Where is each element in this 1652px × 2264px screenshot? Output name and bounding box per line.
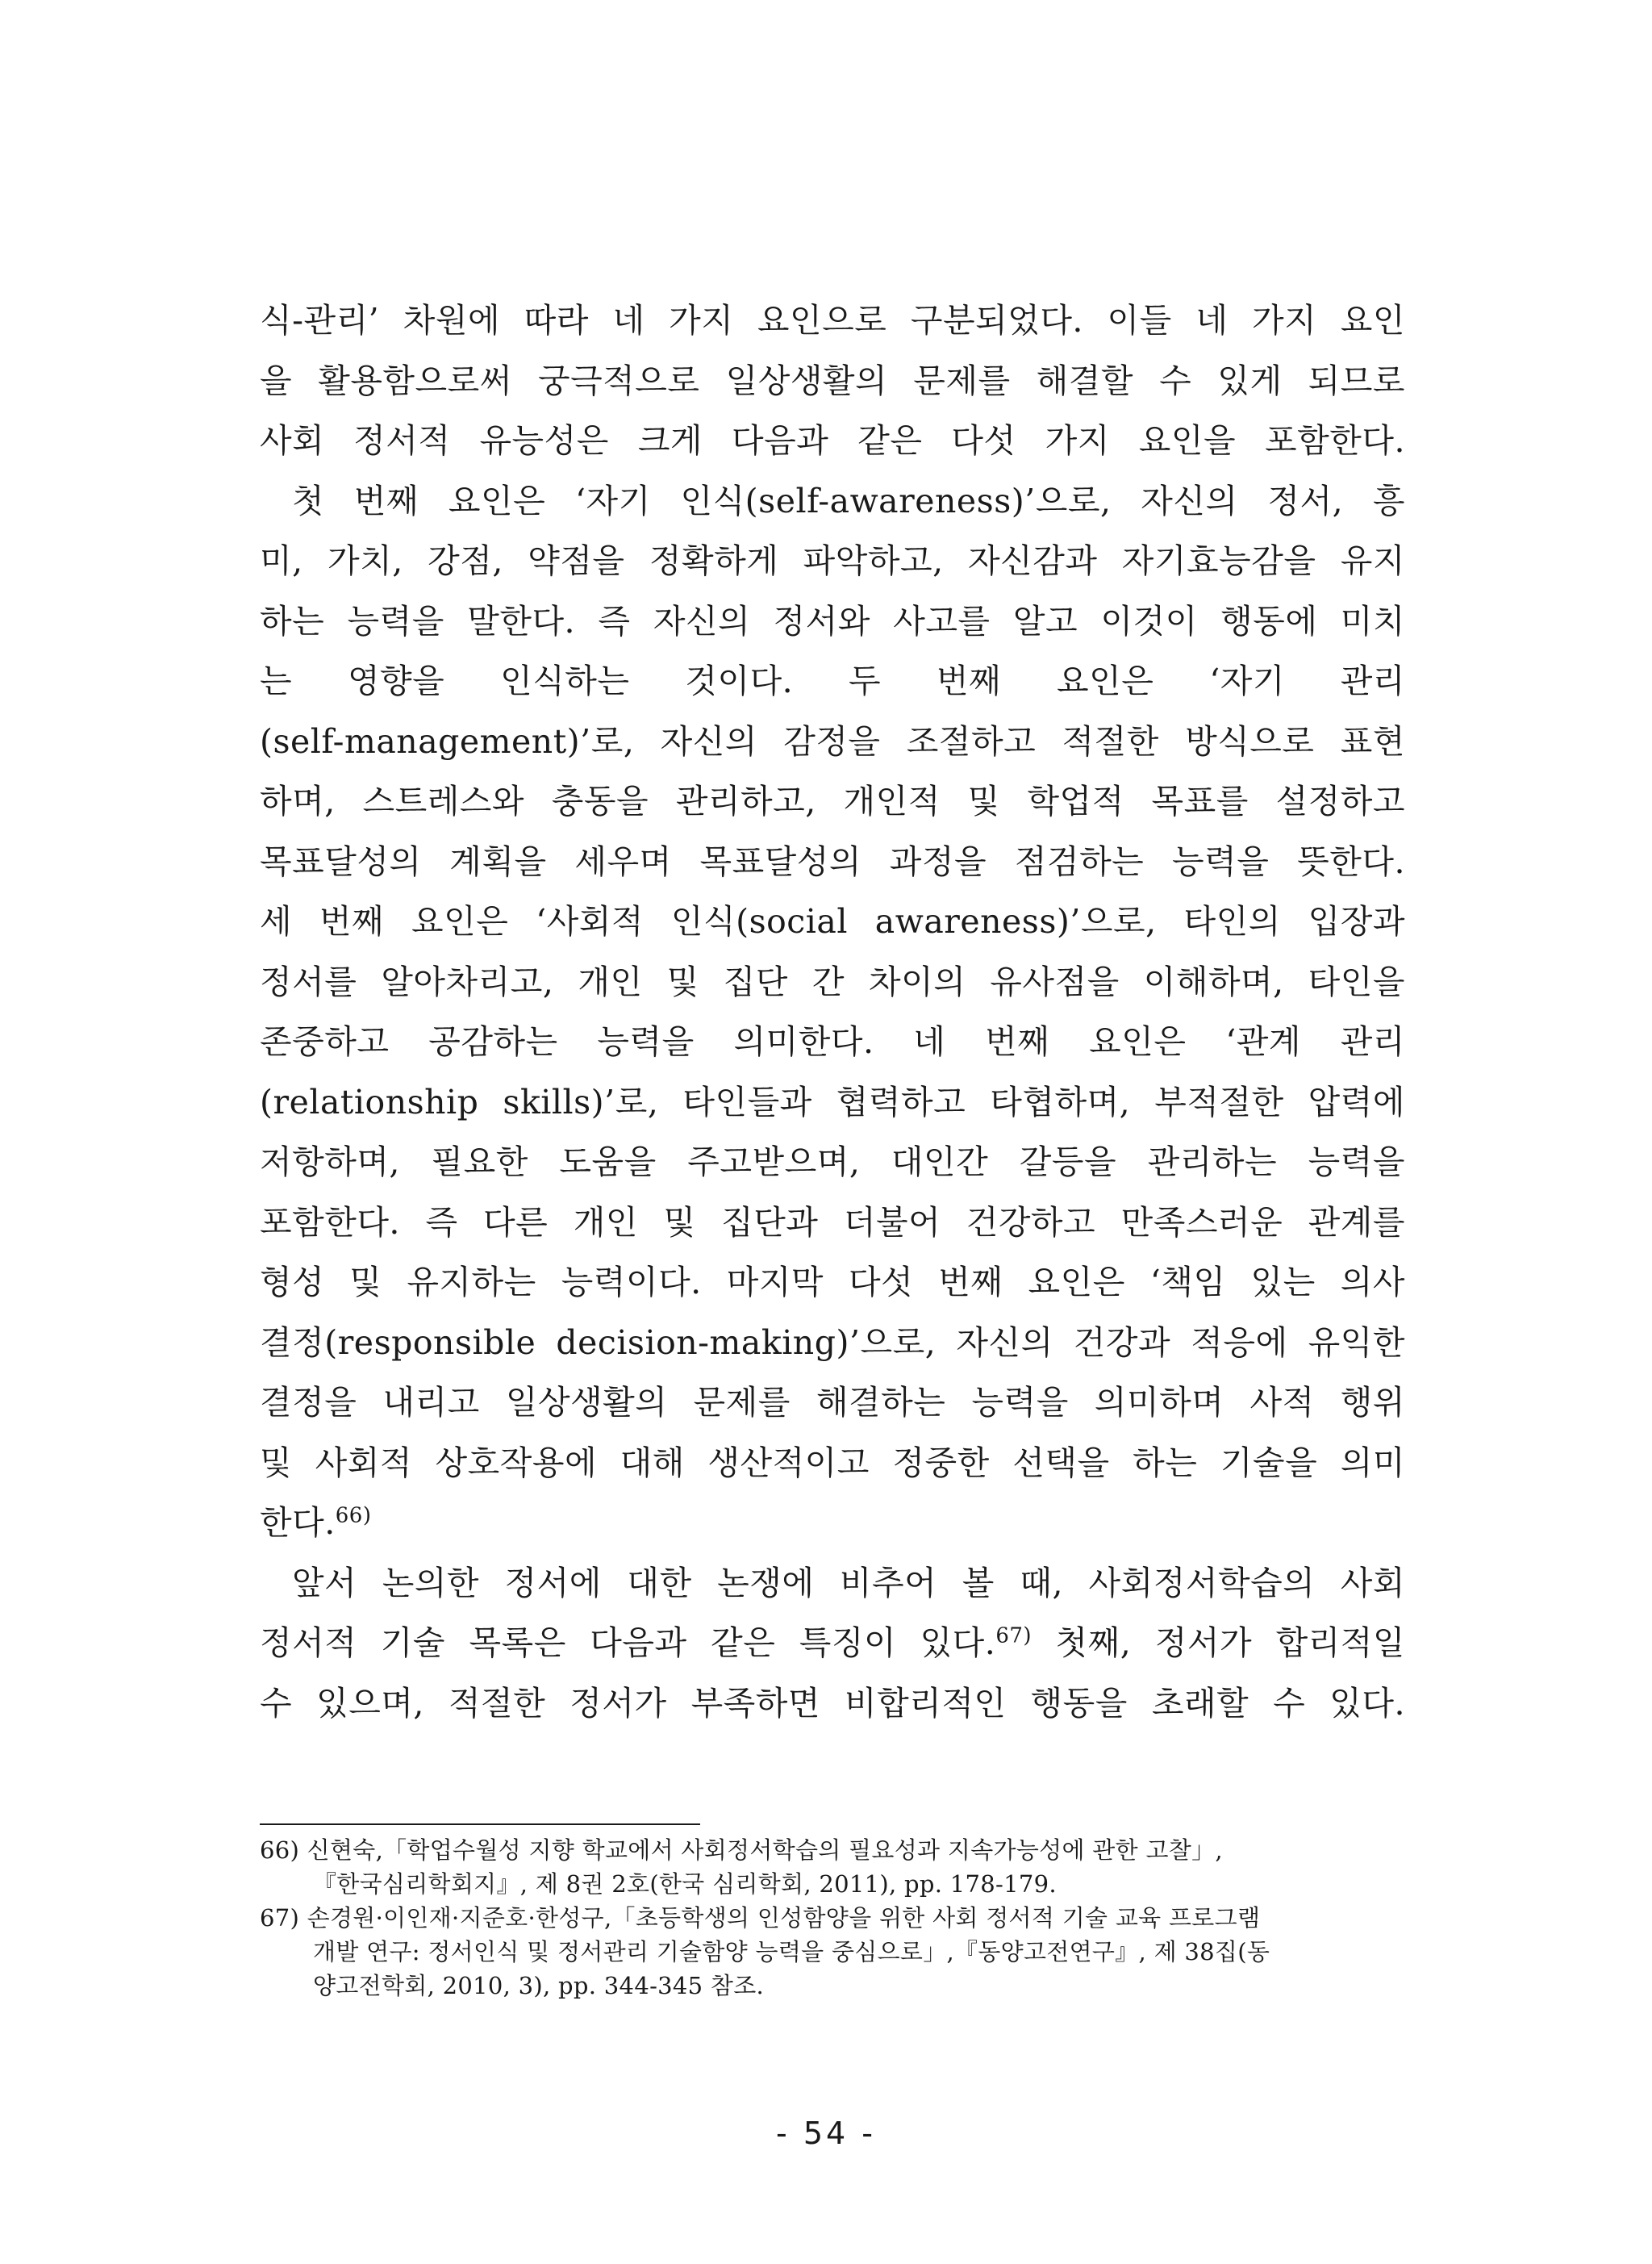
body-line: 는 영향을 인식하는 것이다. 두 번째 요인은 ‘자기 관리 (260, 662, 1405, 700)
body-line: 하는 능력을 말한다. 즉 자신의 정서와 사고를 알고 이것이 행동에 미치 (260, 601, 1405, 641)
body-text-span: 정서적 기술 목록은 다음과 같은 특징이 있다. (260, 1623, 996, 1662)
body-line: (self-management)’로, 자신의 감정을 조절하고 적절한 방식으로 표현 (260, 721, 1405, 761)
body-line: 포함한다. 즉 다른 개인 및 집단과 더불어 건강하고 만족스러운 관계를 (260, 1202, 1405, 1242)
body-line: 결정(responsible decision-making)’으로, 자신의 건강과 적응에 유익한 (260, 1322, 1405, 1362)
body-line (260, 1493, 1405, 1553)
body-text-span: 첫째, 정서가 합리적일 (1032, 1623, 1405, 1662)
body-line: 목표달성의 계획을 세우며 목표달성의 과정을 점검하는 능력을 뜻한다. (260, 842, 1405, 881)
footnote-67-continued: 양고전학회, 2010, 3), pp. 344-345 참조. (313, 1972, 765, 1999)
footnote-ref-66[interactable]: 66) (335, 1503, 372, 1528)
body-line: 정서를 알아차리고, 개인 및 집단 간 차이의 유사점을 이해하며, 타인을 (260, 962, 1405, 1001)
body-line: 저항하며, 필요한 도움을 주고받으며, 대인간 갈등을 관리하는 능력을 (260, 1142, 1405, 1181)
body-line: 앞서 논의한 정서에 대한 논쟁에 비추어 볼 때, 사회정서학습의 사회 (292, 1563, 1405, 1602)
body-line: 형성 및 유지하는 능력이다. 마지막 다섯 번째 요인은 ‘책임 있는 의사 (260, 1263, 1405, 1301)
body-line: (relationship skills)’로, 타인들과 협력하고 타협하며, 부적절한 압력에 (260, 1082, 1405, 1122)
footnote-ref-67[interactable]: 67) (995, 1623, 1032, 1648)
body-text-span: 한다. (260, 1503, 336, 1542)
body-line: 세 번째 요인은 ‘사회적 인식(social awareness)’으로, 타인의 입장과 (260, 902, 1405, 941)
footnote-separator (260, 1823, 700, 1825)
body-line: 미, 가치, 강점, 약점을 정확하게 파악하고, 자신감과 자기효능감을 유지 (260, 541, 1405, 580)
body-line: 을 활용함으로써 궁극적으로 일상생활의 문제를 해결할 수 있게 되므로 (260, 361, 1405, 400)
footnote-67: 67) 손경원·이인재·지준호·한성구,「초등학생의 인성함양을 위한 사회 정서적 기술 교육 프로그램 (260, 1904, 1261, 1932)
page-number: - 54 - (776, 2116, 876, 2151)
body-line (260, 1613, 1405, 1673)
body-line: 식-관리’ 차원에 따라 네 가지 요인으로 구분되었다. 이들 네 가지 요인 (260, 301, 1405, 340)
body-line: 사회 정서적 유능성은 크게 다음과 같은 다섯 가지 요인을 포함한다. (260, 421, 1405, 460)
body-text (260, 290, 1405, 1733)
body-line: 하며, 스트레스와 충동을 관리하고, 개인적 및 학업적 목표를 설정하고 (260, 782, 1405, 821)
body-line: 존중하고 공감하는 능력을 의미한다. 네 번째 요인은 ‘관계 관리 (260, 1022, 1405, 1061)
body-line: 결정을 내리고 일상생활의 문제를 해결하는 능력을 의미하며 사적 행위 (260, 1383, 1405, 1422)
body-line: 및 사회적 상호작용에 대해 생산적이고 정중한 선택을 하는 기술을 의미 (260, 1443, 1405, 1482)
footnotes (260, 1833, 1405, 2003)
footnote-66: 66) 신현숙,「학업수월성 지향 학교에서 사회정서학습의 필요성과 지속가능성에 관한 고찰」, (260, 1836, 1223, 1864)
body-line: 첫 번째 요인은 ‘자기 인식(self-awareness)’으로, 자신의 정서, 흥 (292, 481, 1405, 520)
footnote-67-continued: 개발 연구: 정서인식 및 정서관리 기술함양 능력을 중심으로」,『동양고전연구』, 제 38집(동 (313, 1938, 1270, 1965)
footnote-66-continued: 『한국심리학회지』, 제 8권 2호(한국 심리학회, 2011), pp. 178-179. (313, 1870, 1057, 1898)
body-line: 수 있으며, 적절한 정서가 부족하면 비합리적인 행동을 초래할 수 있다. (260, 1683, 1405, 1723)
